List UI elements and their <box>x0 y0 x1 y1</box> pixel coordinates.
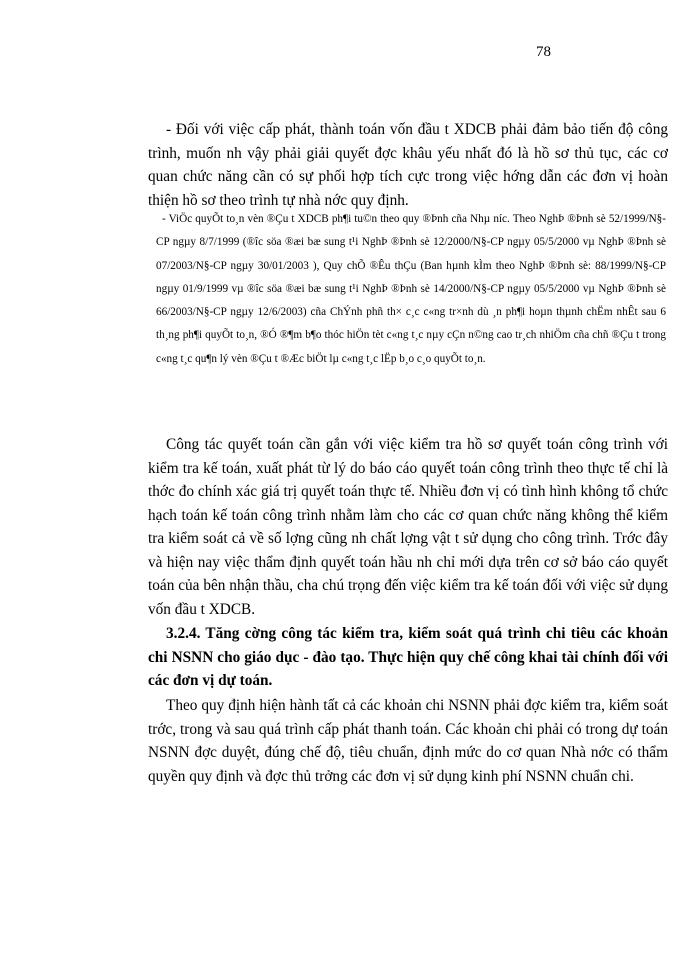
paragraph-settlement-audit <box>148 433 668 621</box>
paragraph-text: - ViÖc quyÕt to¸n vèn ®Çu t XDCB ph¶i tu©n theo quy ®Þnh cña Nhµ níc. Theo NghÞ ®Þnh sè 52/1999/N§-CP ngµy 8/7/1999 (®îc söa ®æi bæ sung t¹i NghÞ ®Þnh sè 12/2000/N§-CP ngµy 05/5/2000 vµ NghÞ ®Þnh sè 07/2003/N§-CP ngµy 30/01/2003 ), Quy chÕ ®Êu thÇu (Ban hµnh kÌm theo NghÞ ®Þnh sè: 88/1999/N§-CP ngµy 01/9/1999 vµ ®îc söa ®æi bæ sung t¹i NghÞ ®Þnh sè 14/2000/N§-CP ngµy 05/5/2000 vµ NghÞ ®Þnh sè 66/2003/N§-CP ngµy 12/6/2003) cña ChÝnh phñ th× c¸c c«ng tr×nh dù ¸n ph¶i hoµn thµnh chËm nhÊt sau 6 th¸ng ph¶i quyÕt to¸n, ®Ó ®¶m b¶o thóc hiÖn tèt c«ng t¸c nµy cÇn n©ng cao tr¸ch nhiÖm cña chñ ®Çu t trong c«ng t¸c qu¶n lý vèn ®Çu t ®Æc biÖt lµ c«ng t¸c lËp b¸o c¸o quyÕt to¸n. <box>156 213 666 365</box>
paragraph-text: Theo quy định hiện hành tất cả các khoản chi NSNN phải đợc kiểm tra, kiểm soát trớc, trong và sau quá trình cấp phát thanh toán. Các khoản chi phải có trong dự toán NSNN đợc duyệt, đúng chế độ, tiêu chuẩn, định mức do cơ quan Nhà nớc có thẩm quyền quy định và đợc thủ trởng các đơn vị sử dụng kinh phí NSNN chuẩn chi. <box>148 697 668 785</box>
heading-text: 3.2.4. Tăng cờng công tác kiểm tra, kiểm soát quá trình chi tiêu các khoản chi NSNN cho giáo dục - đào tạo. Thực hiện quy chế công khai tài chính đối với các đơn vị dự toán. <box>148 625 668 689</box>
paragraph-disbursement <box>148 118 668 212</box>
paragraph-settlement-regulations <box>156 208 666 371</box>
paragraph-spending-control <box>148 694 668 788</box>
paragraph-text: - Đối với việc cấp phát, thành toán vốn đầu t XDCB phải đảm bảo tiến độ công trình, muốn nh vậy phải giải quyết đợc khâu yếu nhất đó là hồ sơ thủ tục, các cơ quan chức năng cần có sự phối hợp tích cực trong việc hớng dẫn các đơn vị hoàn thiện hồ sơ theo trình tự nhà nớc quy định. <box>148 121 668 209</box>
page-number: 78 <box>536 44 551 60</box>
section-heading <box>148 622 668 693</box>
paragraph-text: Công tác quyết toán cần gắn với việc kiểm tra hồ sơ quyết toán công trình với kiểm tra kế toán, xuất phát từ lý do báo cáo quyết toán công trình theo thực tế chỉ là thớc đo chính xác giá trị quyết toán thực tế. Nhiều đơn vị có tình hình không tổ chức hạch toán kế toán công trình nhằm làm cho các cơ quan chức năng không thể kiểm tra kiểm soát cả về số lợng cũng nh chất lợng vật t sử dụng cho công trình. Trớc đây và hiện nay việc thẩm định quyết toán hầu nh chỉ mới dựa trên cơ sở báo cáo quyết toán của bên nhận thầu, cha chú trọng đến việc kiểm tra kế toán đối với việc sử dụng vốn đầu t XDCB. <box>148 436 668 618</box>
